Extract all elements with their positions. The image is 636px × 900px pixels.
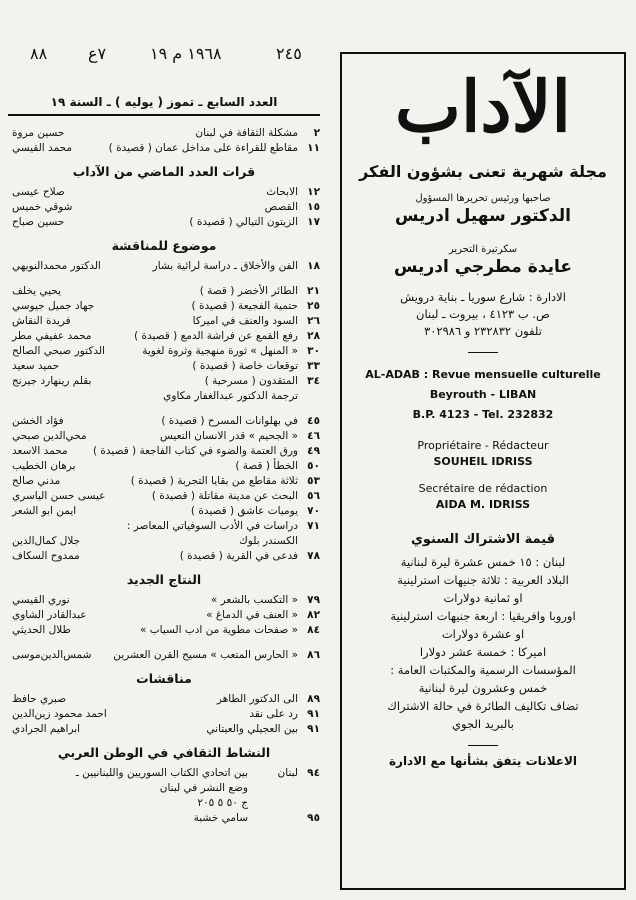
toc-row: ٨٢ « العنف في الدماغ » عبدالقادر الشاوي <box>12 609 320 621</box>
proprietor-name: SOUHEIL IDRISS <box>433 455 533 468</box>
toc-row: ١٢ الابحاث صلاح عيسى <box>12 186 320 198</box>
toc-row: ٣٤ المتقدون ( مسرحية ) بقلم رينهارد جيرنج <box>12 375 320 387</box>
ads-note: الاعلانات يتفق بشأنها مع الادارة <box>388 754 578 768</box>
magazine-subtitle: مجلة شهرية تعنى بشؤون الفكر <box>359 162 607 181</box>
section-title-last-issue: قرات العدد الماضي من الآداب <box>72 164 256 179</box>
toc-row: ١٧ الزيتون التيالي ( قصيدة ) حسين صباح <box>12 216 320 228</box>
toc-row: ٥٣ ثلاثة مقاطع من بقايا التجربة ( قصيدة ) مدني صالح <box>12 475 320 487</box>
table-of-contents <box>8 90 320 826</box>
handwritten-date: ١٩٦٨ م ١٩ <box>150 44 222 63</box>
toc-row: ٤٦ « الجحيم » قدر الانسان التعيس محي‌الدين صبحي <box>12 430 320 442</box>
toc-row: الكسندر بلوك جلال كمال‌الدين <box>12 535 298 547</box>
magazine-logo: الآداب <box>395 65 571 148</box>
issue-line: العدد السابع ـ تموز ( يوليه ) ـ السنة ١٩ <box>8 90 320 116</box>
section-title-discussions: مناقشات <box>136 671 192 686</box>
toc-row: وضع النشر في لبنان <box>159 782 248 794</box>
toc-row: ٨٦ « الحارس المتعب » مسيح القرن العشرين شمس‌الدين‌موسى <box>12 649 320 661</box>
toc-row: ١١ مقاطع للقراءة على مداخل عمان ( قصيدة ) محمد القيسي <box>12 142 320 154</box>
owner-name: الدكتور سهيل ادريس <box>395 206 571 226</box>
toc-row: ١٥ القصص شوقي خميس <box>12 201 320 213</box>
toc-row: ٢٥ حتمية الفجيعة ( قصيدة ) جهاد جميل جيوسي <box>12 300 320 312</box>
handwritten-number-mid: ٧ع <box>88 44 107 63</box>
toc-row: ٢ مشكلة الثقافة في لبنان حسين مروة <box>12 127 320 139</box>
toc-row: ١٨ الفن والأخلاق ـ دراسة لرائية بشار الدكتور محمدالنويهي <box>12 260 320 272</box>
handwritten-number-right: ٢٤٥ <box>276 44 302 63</box>
toc-row: ٩١ بين العجيلي والعيتاني ابراهيم الجرادي <box>12 723 320 735</box>
toc-row: ٢٦ السود والعنف في اميركا فريدة النقاش <box>12 315 320 327</box>
secretary-label: سكرتيرة التحرير <box>448 244 518 255</box>
toc-row: ٧٩ « التكسب بالشعر » نوري القيسي <box>12 594 320 606</box>
proprietor-label: Propriétaire - Rédacteur <box>417 439 549 452</box>
section-title-discussion-topic: موضوع للمناقشة <box>111 238 217 253</box>
toc-row: ٩١ رد على نقد احمد محمود زين‌الدين <box>12 708 320 720</box>
toc-row: ٥٦ البحث عن مدينة مقاتلة ( قصيدة ) عيسى حسن الياسري <box>12 490 320 502</box>
toc-row: ٤٥ في بهلوانات المسرح ( قصيدة ) فؤاد الخشن <box>12 415 320 427</box>
handwritten-number-left: ٨٨ <box>30 44 48 63</box>
toc-row: ٨٩ الى الدكتور الطاهر صبري حافظ <box>12 693 320 705</box>
toc-row: ٣٠ « المنهل » ثورة منهجية وثروة لغوية الدكتور صبحي الصالح <box>12 345 320 357</box>
toc-row: ٢١ الطائر الأخضر ( قصة ) يحيي يخلف <box>12 285 320 297</box>
owner-label: صاحبها ورئيس تحريرها المسؤول <box>415 193 551 204</box>
divider <box>468 745 498 746</box>
masthead-box <box>340 52 626 890</box>
toc-row: ٧٠ يوميات عاشق ( قصيدة ) ايمن ابو الشعر <box>12 505 320 517</box>
address-french: AL-ADAB : Revue mensuelle culturelle Beyrouth - LIBAN B.P. 4123 - Tel. 232832 <box>365 368 601 421</box>
toc-row: ٥٠ الخطأ ( قصة ) برهان الخطيب <box>12 460 320 472</box>
subscription-rates: قيمة الاشتراك السنوي لبنان : ١٥ خمس عشرة ليرة لبنانية البلاد العربية : ثلاثة جنيهات استرلينية او ثمانية دولارات اوروبا وافريقيا : اربعة جنيهات استرلينية او عشرة دولارات اميركا : خمسة عشر دولارا المؤسسات الرسمية والمكتبات العامة : خمس وعشرون ليرة لبنانية تضاف تكاليف الطائرة في حالة الاشتراك بالبريد الجوي <box>387 532 579 731</box>
address-arabic: الادارة : شارع سوريا ـ بناية درويش ص. ب ٤١٢٣ ، بيروت ـ لبنان تلفون ٢٣٢٨٣٢ و ٣٠٢٩٨٦ <box>400 290 566 338</box>
toc-row-soviet-studies: ٧١ دراسات في الأدب السوفياتي المعاصر : <box>126 520 320 532</box>
secretary-fr-label: Secrétaire de rédaction <box>418 482 548 495</box>
toc-row: ٩٥ سامي خشبة <box>193 812 320 824</box>
toc-row-translator: ترجمة الدكتور عبدالغفار مكاوي <box>163 390 298 402</box>
secretary-fr-name: AIDA M. IDRISS <box>435 498 531 511</box>
toc-row: ٨٤ « صفحات مطوية من ادب السياب » طلال الحديثي <box>12 624 320 636</box>
divider <box>468 352 498 353</box>
toc-row: ٩٤ لبنان بين اتحادي الكتاب السوريين واللبنانيين ـ <box>75 767 320 779</box>
toc-row: ٧٨ فدعى في القرية ( قصيدة ) ممدوح السكاف <box>12 550 320 562</box>
toc-row: ٣٣ توقعات خاصة ( قصيدة ) حميد سعيد <box>12 360 320 372</box>
section-title-cultural-activity: النشاط الثقافي في الوطن العربي <box>57 745 271 760</box>
section-title-new-production: النتاج الجديد <box>126 572 202 587</box>
toc-row: ٢٨ رفع القمع عن فراشة الدمع ( قصيدة ) محمد عفيفي مطر <box>12 330 320 342</box>
toc-row: ٤٩ ورق العتمة والضوء في كتاب الفاجعة ( قصيدة ) محمد الاسعد <box>12 445 320 457</box>
secretary-name: عايدة مطرجي ادريس <box>394 257 572 277</box>
toc-row: ج ٥٠ ٥ ٢٠٥ <box>197 797 248 809</box>
